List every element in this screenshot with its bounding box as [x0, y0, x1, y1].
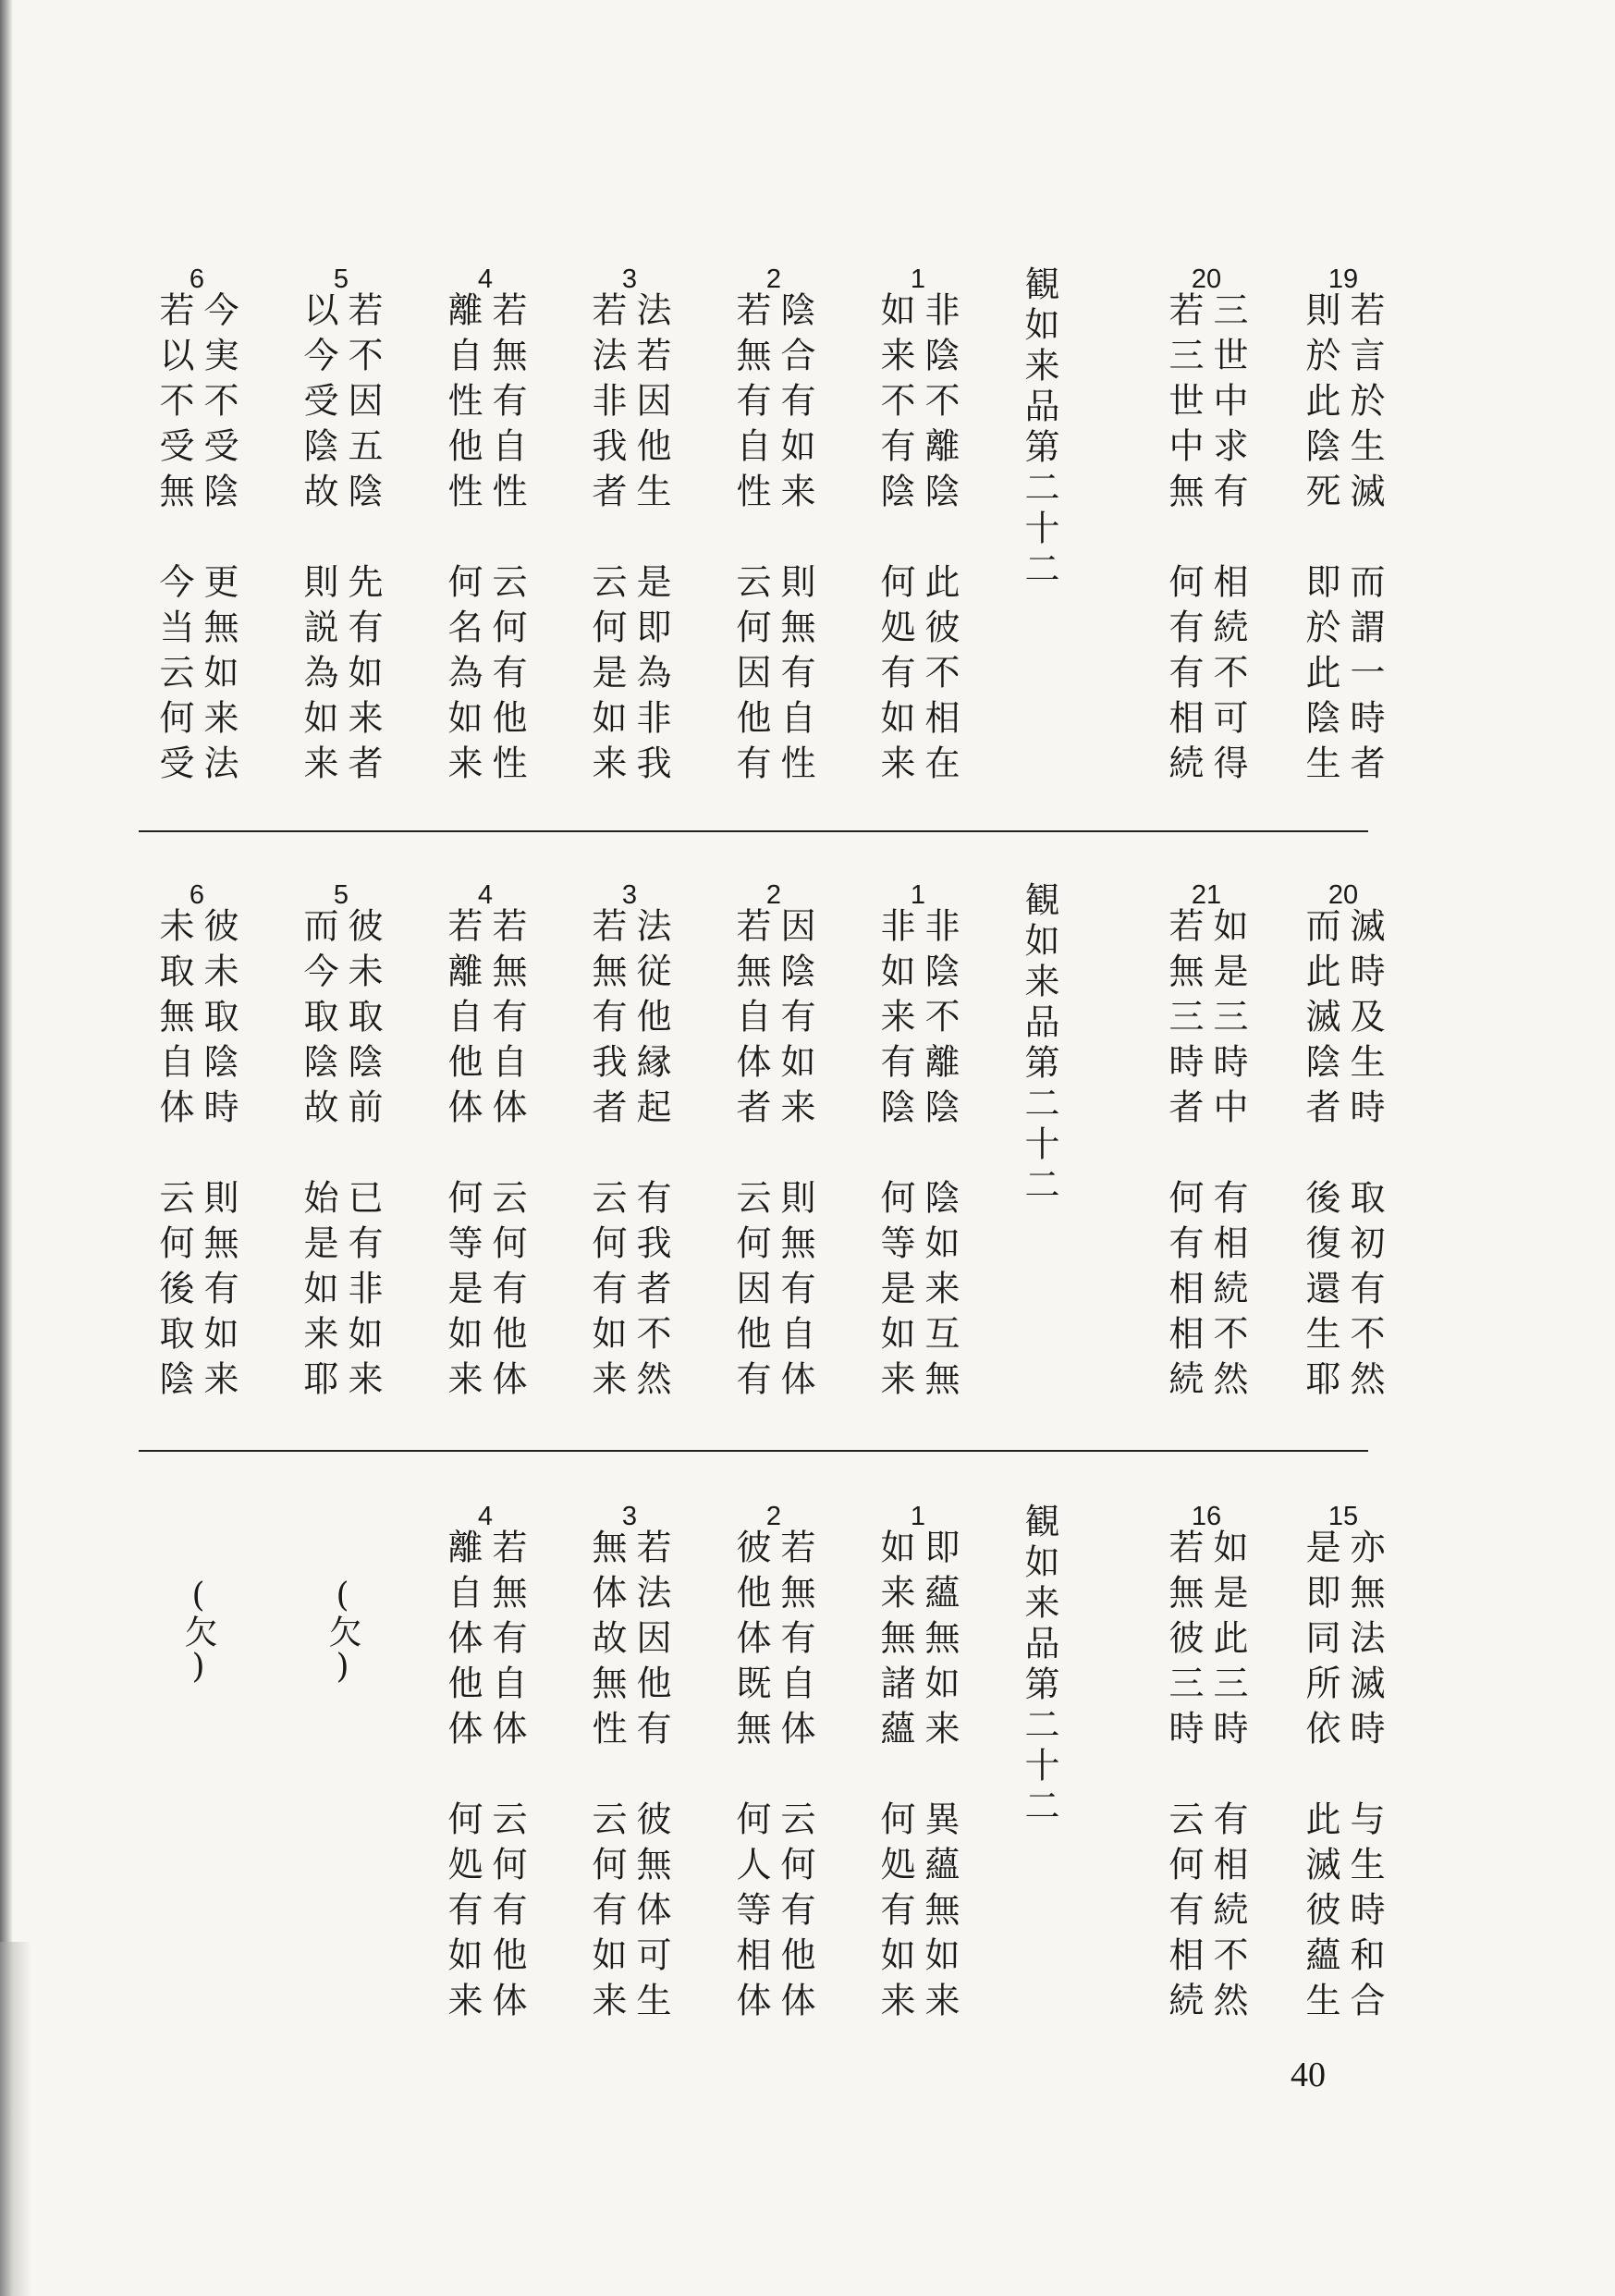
verse-column — [1292, 881, 1394, 1473]
verse-number: 3 — [621, 264, 638, 294]
page-number: 40 — [1291, 2056, 1326, 2094]
verse-line-right: 如是此三時 有相続不然 — [1207, 1529, 1248, 2027]
verse-line-right: 若無有自体 云何有他体 — [486, 907, 527, 1406]
verse-column — [1292, 1503, 1394, 2094]
verse-block-2 — [0, 881, 1615, 1473]
verse-column — [434, 1503, 536, 2094]
verse-column — [1156, 881, 1257, 1473]
verse-number: 5 — [333, 880, 349, 910]
verse-column — [867, 881, 969, 1473]
verse-line-right: 若無有自体 云何有他体 — [775, 1529, 815, 2027]
verse-column — [146, 265, 248, 857]
verse-column-missing — [290, 1503, 392, 2094]
verse-column — [579, 881, 680, 1473]
section-divider — [139, 1450, 1368, 1452]
verse-column — [723, 1503, 825, 2094]
verse-column — [579, 1503, 680, 2094]
verse-number: 5 — [333, 264, 349, 294]
verse-number: 2 — [765, 880, 782, 910]
verse-line-left: 若以不受無 今当云何受 — [153, 291, 194, 790]
chapter-title: 観如来品第二十二 — [1019, 1503, 1059, 1828]
verse-number: 16 — [1191, 1502, 1222, 1531]
verse-line-right: 若無有自体 云何有他体 — [486, 1529, 527, 2027]
verse-line-left: 若離自他体 何等是如来 — [442, 907, 483, 1406]
verse-column — [1156, 1503, 1257, 2094]
verse-line-right: 若不因五陰 先有如来者 — [342, 291, 383, 790]
verse-column — [579, 265, 680, 857]
verse-line-right: 若無有自性 云何有他性 — [486, 291, 527, 790]
verse-line-left: 若三世中無 何有有相続 — [1163, 291, 1204, 790]
verse-column-missing — [146, 1503, 248, 2094]
verse-number: 1 — [910, 880, 926, 910]
verse-line-left: 若無自体者 云何因他有 — [730, 907, 771, 1406]
verse-column — [867, 1503, 969, 2094]
section-divider — [139, 830, 1368, 832]
verse-line-right: 法若因他生 是即為非我 — [630, 291, 671, 790]
verse-line-left: 離自体他体 何処有如来 — [442, 1529, 483, 2027]
verse-line-right: 若法因他有 彼無体可生 — [630, 1529, 671, 2027]
verse-number: 4 — [477, 880, 494, 910]
verse-line-right: 因陰有如来 則無有自体 — [775, 907, 815, 1406]
verse-line-right: 非陰不離陰 陰如来互無 — [919, 907, 960, 1406]
verse-line-left: 如来無諸蘊 何処有如来 — [875, 1529, 915, 2027]
verse-line-right: 彼未取陰時 則無有如来 — [198, 907, 239, 1406]
chapter-title-column — [1011, 265, 1067, 857]
verse-number: 3 — [621, 1502, 638, 1531]
verse-line-left: 未取無自体 云何後取陰 — [153, 907, 194, 1406]
verse-column — [146, 881, 248, 1473]
verse-line-left: 若無有自性 云何因他有 — [730, 291, 771, 790]
verse-line-right: 彼未取陰前 已有非如来 — [342, 907, 383, 1406]
verse-line-left: 若法非我者 云何是如来 — [586, 291, 627, 790]
verse-column — [723, 265, 825, 857]
verse-column — [434, 881, 536, 1473]
verse-line-left: 離自性他性 何名為如来 — [442, 291, 483, 790]
verse-line-left: 彼他体既無 何人等相体 — [730, 1529, 771, 2027]
verse-line-left: 若無有我者 云何有如来 — [586, 907, 627, 1406]
verse-line-left: 以今受陰故 則説為如来 — [298, 291, 338, 790]
verse-column — [1156, 265, 1257, 857]
chapter-title: 観如来品第二十二 — [1019, 881, 1059, 1207]
verse-line-left: 是即同所依 此滅彼蘊生 — [1300, 1529, 1340, 2027]
verse-line-left: 若無彼三時 云何有相続 — [1163, 1529, 1204, 2027]
verse-block-1 — [0, 265, 1615, 857]
verse-number: 20 — [1191, 264, 1222, 294]
verse-number: 2 — [765, 1502, 782, 1531]
verse-line-right: 非陰不離陰 此彼不相在 — [919, 291, 960, 790]
verse-line-right: 即蘊無如来 異蘊無如来 — [919, 1529, 960, 2027]
chapter-title-column — [1011, 881, 1067, 1473]
verse-line-left: 無体故無性 云何有如来 — [586, 1529, 627, 2027]
verse-number: 19 — [1327, 264, 1359, 294]
verse-column — [434, 265, 536, 857]
verse-column — [290, 265, 392, 857]
verse-number: 1 — [910, 1502, 926, 1531]
chapter-title-column — [1011, 1503, 1067, 2094]
verse-column — [867, 265, 969, 857]
verse-block-3 — [0, 1503, 1615, 2094]
verse-line-right: 若言於生滅 而謂一時者 — [1344, 291, 1385, 790]
verse-number: 20 — [1327, 880, 1359, 910]
chapter-title: 観如来品第二十二 — [1019, 265, 1059, 591]
verse-number: 3 — [621, 880, 638, 910]
verse-line-left: 而此滅陰者 後復還生耶 — [1300, 907, 1340, 1406]
verse-number: 21 — [1191, 880, 1222, 910]
verse-number: 4 — [477, 1502, 494, 1531]
verse-number: 2 — [765, 264, 782, 294]
verse-number: 6 — [189, 880, 205, 910]
verse-number: 6 — [189, 264, 205, 294]
verse-line-right: 三世中求有 相続不可得 — [1207, 291, 1248, 790]
missing-marker: (欠) — [324, 1577, 361, 1686]
verse-number: 1 — [910, 264, 926, 294]
verse-line-right: 如是三時中 有相続不然 — [1207, 907, 1248, 1406]
verse-line-left: 則於此陰死 即於此陰生 — [1300, 291, 1340, 790]
missing-marker: (欠) — [179, 1577, 217, 1686]
verse-line-right: 今実不受陰 更無如来法 — [198, 291, 239, 790]
verse-line-right: 亦無法滅時 与生時和合 — [1344, 1529, 1385, 2027]
verse-number: 15 — [1327, 1502, 1359, 1531]
verse-line-left: 若無三時者 何有相相続 — [1163, 907, 1204, 1406]
verse-line-right: 陰合有如来 則無有自性 — [775, 291, 815, 790]
verse-column — [290, 881, 392, 1473]
verse-line-left: 如来不有陰 何処有如来 — [875, 291, 915, 790]
verse-number: 4 — [477, 264, 494, 294]
verse-line-left: 非如来有陰 何等是如来 — [875, 907, 915, 1406]
verse-line-right: 法従他縁起 有我者不然 — [630, 907, 671, 1406]
verse-line-left: 而今取陰故 始是如来耶 — [298, 907, 338, 1406]
verse-column — [723, 881, 825, 1473]
verse-line-right: 滅時及生時 取初有不然 — [1344, 907, 1385, 1406]
verse-column — [1292, 265, 1394, 857]
